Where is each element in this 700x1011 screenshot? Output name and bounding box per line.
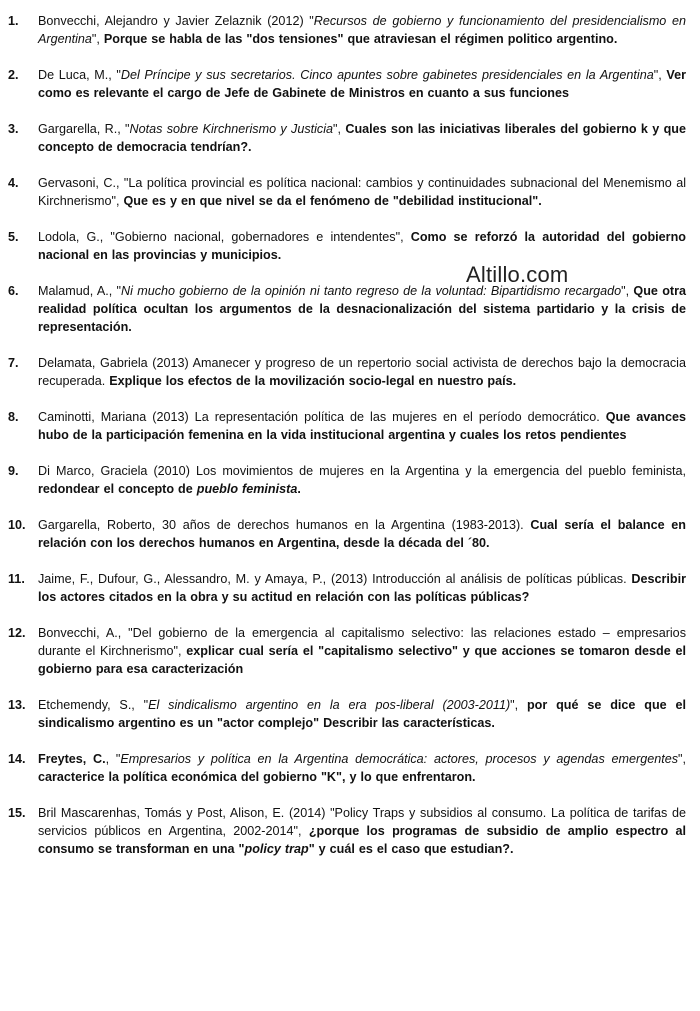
item-text xyxy=(38,750,686,786)
item-number: 10. xyxy=(8,518,26,532)
citation: Gargarella, R., " xyxy=(38,122,130,136)
item-text xyxy=(38,696,686,732)
list-item xyxy=(8,570,686,606)
item-number: 7. xyxy=(8,356,19,370)
question-end: . xyxy=(297,482,301,496)
list-item xyxy=(8,804,686,858)
item-number: 6. xyxy=(8,284,19,298)
list-item xyxy=(8,462,686,498)
question: por qué se dice que el sindicalismo argentino es un "actor complejo" Describir las características. xyxy=(38,698,686,730)
item-text xyxy=(38,804,686,858)
list-item xyxy=(8,282,686,336)
item-number: 5. xyxy=(8,230,19,244)
citation-end: ", xyxy=(653,68,662,82)
citation-title: Del Príncipe y sus secretarios. Cinco apuntes sobre gabinetes presidenciales en la Argentina xyxy=(120,68,654,82)
list-item xyxy=(8,624,686,678)
question: caracterice la política económica del gobierno "K", y lo que enfrentaron. xyxy=(38,770,476,784)
citation: Malamud, A., " xyxy=(38,284,122,298)
list-item xyxy=(8,750,686,786)
question: Que avances hubo de la participación femenina en la vida institucional argentina y cuales los retos pendientes xyxy=(38,410,686,442)
citation-end: ", xyxy=(510,698,519,712)
question: Porque se habla de las "dos tensiones" que atraviesan el régimen politico argentino. xyxy=(99,32,618,46)
item-text xyxy=(38,12,686,48)
list-item xyxy=(8,228,686,264)
item-number: 8. xyxy=(8,410,19,424)
citation: Di Marco, Graciela (2010) Los movimientos de mujeres en la Argentina y la emergencia del pueblo feminista, xyxy=(38,464,686,478)
item-number: 12. xyxy=(8,626,26,640)
list-item xyxy=(8,174,686,210)
item-number: 13. xyxy=(8,698,26,712)
list-item xyxy=(8,354,686,390)
citation: Etchemendy, S., " xyxy=(38,698,149,712)
item-text xyxy=(38,282,686,336)
item-text xyxy=(38,516,686,552)
question-list xyxy=(8,12,686,858)
citation: Jaime, F., Dufour, G., Alessandro, M. y Amaya, P., (2013) Introducción al análisis de políticas públicas. xyxy=(38,572,627,586)
item-text xyxy=(38,570,686,606)
item-number: 4. xyxy=(8,176,19,190)
item-text xyxy=(38,462,686,498)
question-end: " y cuál es el caso que estudian?. xyxy=(308,842,514,856)
item-text xyxy=(38,354,686,390)
item-text xyxy=(38,228,686,264)
citation: Delamata, Gabriela (2013) Amanecer y progreso de un repertorio social activista de derechos bajo la democracia recuperada. xyxy=(38,356,686,388)
author-bold: Freytes, C. xyxy=(38,752,106,766)
item-number: 11. xyxy=(8,572,25,586)
question: Que otra realidad política ocultan los argumentos de la desnacionalización del sistema partidario y la crisis de representación. xyxy=(38,284,686,334)
item-number: 1. xyxy=(8,14,19,28)
item-text xyxy=(38,66,686,102)
citation: Caminotti, Mariana (2013) La representación política de las mujeres en el período democrático. xyxy=(38,410,600,424)
question-emphasis: pueblo feminista xyxy=(196,482,298,496)
citation-end: ", xyxy=(621,284,630,298)
citation-title: Recursos de gobierno y funcionamiento del presidencialismo en Argentina xyxy=(38,14,686,46)
item-text xyxy=(38,624,686,678)
list-item xyxy=(8,408,686,444)
item-number: 3. xyxy=(8,122,19,136)
question: redondear el concepto de xyxy=(38,482,197,496)
list-item xyxy=(8,66,686,102)
item-number: 2. xyxy=(8,68,19,82)
question-emphasis: policy trap xyxy=(244,842,309,856)
item-number: 15. xyxy=(8,806,26,820)
item-number: 14. xyxy=(8,752,26,766)
question: explicar cual sería el "capitalismo selectivo" y que acciones se tomaron desde el gobierno para esa caracterización xyxy=(38,644,686,676)
citation: Bonvecchi, A., "Del gobierno de la emergencia al capitalismo selectivo: las relaciones estado – empresarios durante el Kirchnerismo", xyxy=(38,626,686,658)
citation-title: Notas sobre Kirchnerismo y Justicia xyxy=(129,122,334,136)
citation: Bonvecchi, Alejandro y Javier Zelaznik (2012) " xyxy=(38,14,314,28)
citation-end: ", xyxy=(678,752,686,766)
citation-title: Empresarios y política en la Argentina democrática: actores, procesos y agendas emergentes xyxy=(120,752,679,766)
list-item xyxy=(8,696,686,732)
question: Cual sería el balance en relación con los derechos humanos en Argentina, desde la década del ´80. xyxy=(38,518,686,550)
citation-title: Ni mucho gobierno de la opinión ni tanto regreso de la voluntad: Bipartidismo recargado xyxy=(121,284,622,298)
question: Que es y en que nivel se da el fenómeno de "debilidad institucional". xyxy=(119,194,542,208)
item-text xyxy=(38,174,686,210)
list-item xyxy=(8,516,686,552)
item-text xyxy=(38,120,686,156)
question: Cuales son las iniciativas liberales del gobierno k y que concepto de democracia tendrían?. xyxy=(38,122,686,154)
question: ¿porque los programas de subsidio de amplio espectro al consumo se transforman en una " xyxy=(38,824,687,856)
question: Describir los actores citados en la obra y su actitud en relación con las políticas públicas? xyxy=(38,572,686,604)
citation-end: ", xyxy=(91,32,100,46)
question: Ver como es relevante el cargo de Jefe de Gabinete de Ministros en cuanto a sus funciones xyxy=(38,68,686,100)
list-item xyxy=(8,12,686,48)
question: Explique los efectos de la movilización socio-legal en nuestro país. xyxy=(105,374,517,388)
question: Como se reforzó la autoridad del gobierno nacional en las provincias y municipios. xyxy=(38,230,686,262)
citation-end: ", xyxy=(333,122,342,136)
item-text xyxy=(38,408,686,444)
item-number: 9. xyxy=(8,464,19,478)
citation: , " xyxy=(105,752,121,766)
citation: Bril Mascarenhas, Tomás y Post, Alison, E. (2014) "Policy Traps y subsidios al consumo. La política de tarifas de servicios públicos en Argentina, 2002-2014", xyxy=(38,806,686,838)
citation: De Luca, M., " xyxy=(38,68,121,82)
watermark: Altillo.com xyxy=(466,262,569,287)
citation: Lodola, G., "Gobierno nacional, gobernadores e intendentes", xyxy=(38,230,404,244)
citation-title: El sindicalismo argentino en la era pos-liberal (2003-2011) xyxy=(148,698,511,712)
citation: Gargarella, Roberto, 30 años de derechos humanos en la Argentina (1983-2013). xyxy=(38,518,524,532)
citation: Gervasoni, C., "La política provincial es política nacional: cambios y continuidades subnacional del Menemismo al Kirchnerismo", xyxy=(38,176,686,208)
list-item xyxy=(8,120,686,156)
